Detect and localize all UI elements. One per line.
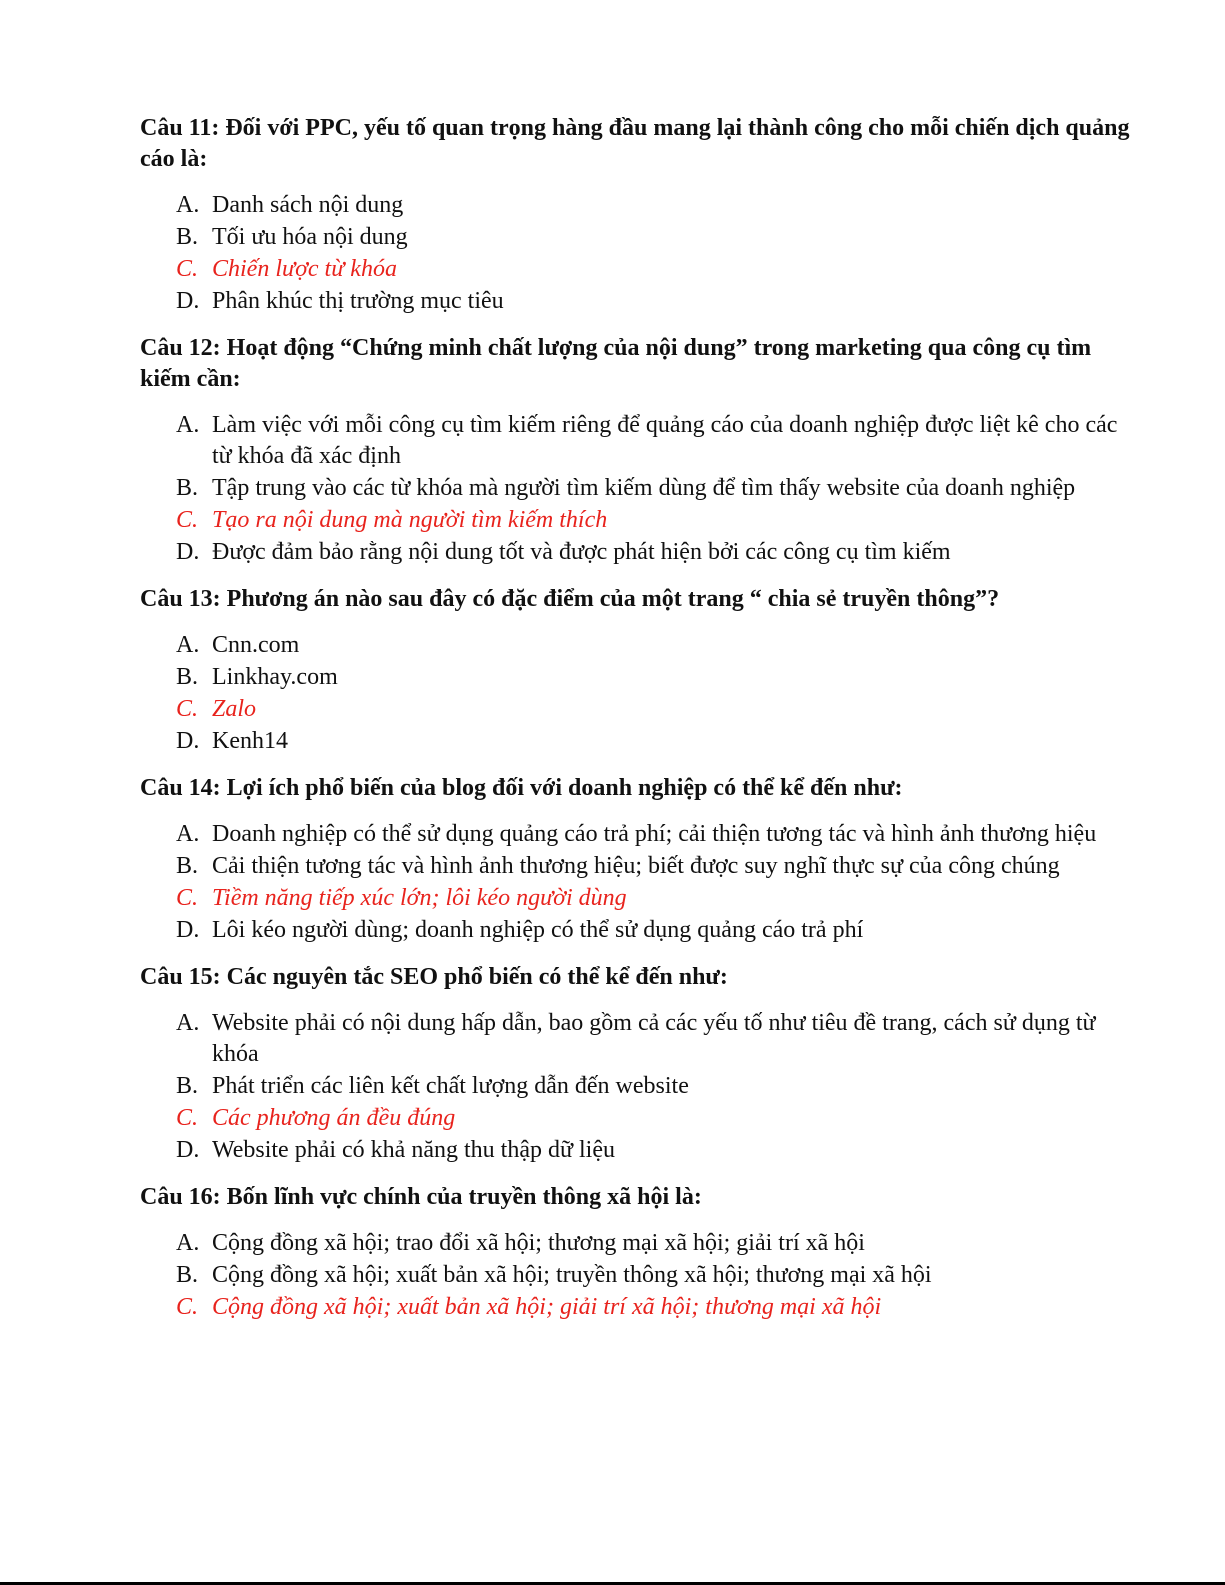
- answer-options: [140, 410, 1130, 568]
- option-c-correct: [140, 694, 1130, 725]
- answer-options: [140, 190, 1130, 317]
- option-letter: C.: [176, 1294, 199, 1320]
- option-d: [140, 1135, 1130, 1166]
- option-letter: A.: [176, 1010, 200, 1036]
- option-text: Tập trung vào các từ khóa mà người tìm kiếm dùng để tìm thấy website của doanh nghiệp: [212, 475, 1076, 501]
- answer-options: [140, 1008, 1130, 1166]
- question-title: Câu 13: Phương án nào sau đây có đặc điểm của một trang “ chia sẻ truyền thông”?: [140, 586, 1000, 612]
- option-letter: A.: [176, 632, 200, 658]
- question-title: Câu 16: Bốn lĩnh vực chính của truyền thông xã hội là:: [140, 1184, 702, 1210]
- option-d: [140, 286, 1130, 317]
- option-letter: C.: [176, 696, 199, 722]
- option-text: Zalo: [212, 696, 257, 722]
- question-title: Câu 14: Lợi ích phổ biến của blog đối với doanh nghiệp có thể kể đến như:: [140, 775, 903, 801]
- option-letter: B.: [176, 475, 199, 501]
- option-a: [140, 410, 1130, 472]
- option-letter: B.: [176, 224, 199, 250]
- option-letter: D.: [176, 728, 200, 754]
- option-letter: C.: [176, 256, 199, 282]
- question-16: [140, 1182, 1130, 1323]
- option-letter: B.: [176, 1073, 199, 1099]
- option-letter: B.: [176, 664, 199, 690]
- option-letter: B.: [176, 1262, 199, 1288]
- option-letter: C.: [176, 507, 199, 533]
- option-b: [140, 473, 1130, 504]
- option-text: Phát triển các liên kết chất lượng dẫn đến website: [212, 1073, 689, 1099]
- option-letter: D.: [176, 1137, 200, 1163]
- option-b: [140, 1071, 1130, 1102]
- option-text: Lôi kéo người dùng; doanh nghiệp có thể sử dụng quảng cáo trả phí: [212, 917, 864, 943]
- option-text: Doanh nghiệp có thể sử dụng quảng cáo trả phí; cải thiện tương tác và hình ảnh thương hiệu: [212, 821, 1097, 847]
- option-text: Làm việc với mỗi công cụ tìm kiếm riêng để quảng cáo của doanh nghiệp được liệt kê cho các từ khóa đã xác định: [212, 412, 1118, 469]
- option-letter: D.: [176, 288, 200, 314]
- option-text: Kenh14: [212, 728, 288, 754]
- option-c-correct: [140, 254, 1130, 285]
- option-b: [140, 662, 1130, 693]
- option-letter: D.: [176, 539, 200, 565]
- answer-options: [140, 819, 1130, 946]
- option-letter: D.: [176, 917, 200, 943]
- option-a: [140, 819, 1130, 850]
- option-text: Các phương án đều đúng: [212, 1105, 456, 1131]
- question-title: Câu 15: Các nguyên tắc SEO phổ biến có thể kể đến như:: [140, 964, 728, 990]
- option-text: Chiến lược từ khóa: [212, 256, 397, 282]
- option-a: [140, 1228, 1130, 1259]
- option-b: [140, 1260, 1130, 1291]
- option-d: [140, 726, 1130, 757]
- question-15: [140, 962, 1130, 1166]
- option-text: Cộng đồng xã hội; xuất bản xã hội; truyền thông xã hội; thương mại xã hội: [212, 1262, 932, 1288]
- option-text: Linkhay.com: [212, 664, 338, 690]
- option-text: Tiềm năng tiếp xúc lớn; lôi kéo người dùng: [212, 885, 627, 911]
- option-text: Cộng đồng xã hội; trao đổi xã hội; thương mại xã hội; giải trí xã hội: [212, 1230, 865, 1256]
- option-text: Tối ưu hóa nội dung: [212, 224, 408, 250]
- option-d: [140, 915, 1130, 946]
- question-13: [140, 584, 1130, 757]
- option-letter: A.: [176, 821, 200, 847]
- option-letter: A.: [176, 1230, 200, 1256]
- option-a: [140, 190, 1130, 221]
- option-c-correct: [140, 1103, 1130, 1134]
- question-title: Câu 11: Đối với PPC, yếu tố quan trọng hàng đầu mang lại thành công cho mỗi chiến dịch quảng cáo là:: [140, 115, 1130, 172]
- option-text: Tạo ra nội dung mà người tìm kiếm thích: [212, 507, 608, 533]
- question-14: [140, 773, 1130, 946]
- option-c-correct: [140, 883, 1130, 914]
- answer-options: [140, 1228, 1130, 1323]
- option-d: [140, 537, 1130, 568]
- option-text: Website phải có nội dung hấp dẫn, bao gồm cả các yếu tố như tiêu đề trang, cách sử dụng từ khóa: [212, 1010, 1096, 1067]
- option-text: Website phải có khả năng thu thập dữ liệu: [212, 1137, 615, 1163]
- answer-options: [140, 630, 1130, 757]
- option-c-correct: [140, 1292, 1130, 1323]
- option-text: Phân khúc thị trường mục tiêu: [212, 288, 504, 314]
- option-text: Cnn.com: [212, 632, 300, 658]
- option-c-correct: [140, 505, 1130, 536]
- question-11: [140, 113, 1130, 317]
- option-text: Cộng đồng xã hội; xuất bản xã hội; giải trí xã hội; thương mại xã hội: [212, 1294, 882, 1320]
- option-b: [140, 222, 1130, 253]
- option-letter: B.: [176, 853, 199, 879]
- document-page: [140, 113, 1130, 1339]
- option-letter: A.: [176, 412, 200, 438]
- option-text: Cải thiện tương tác và hình ảnh thương hiệu; biết được suy nghĩ thực sự của công chúng: [212, 853, 1060, 879]
- option-a: [140, 630, 1130, 661]
- question-title: Câu 12: Hoạt động “Chứng minh chất lượng của nội dung” trong marketing qua công cụ tìm kiếm cần:: [140, 335, 1092, 392]
- option-letter: A.: [176, 192, 200, 218]
- option-b: [140, 851, 1130, 882]
- option-letter: C.: [176, 1105, 199, 1131]
- question-12: [140, 333, 1130, 568]
- option-letter: C.: [176, 885, 199, 911]
- option-text: Được đảm bảo rằng nội dung tốt và được phát hiện bởi các công cụ tìm kiếm: [212, 539, 951, 565]
- option-a: [140, 1008, 1130, 1070]
- option-text: Danh sách nội dung: [212, 192, 404, 218]
